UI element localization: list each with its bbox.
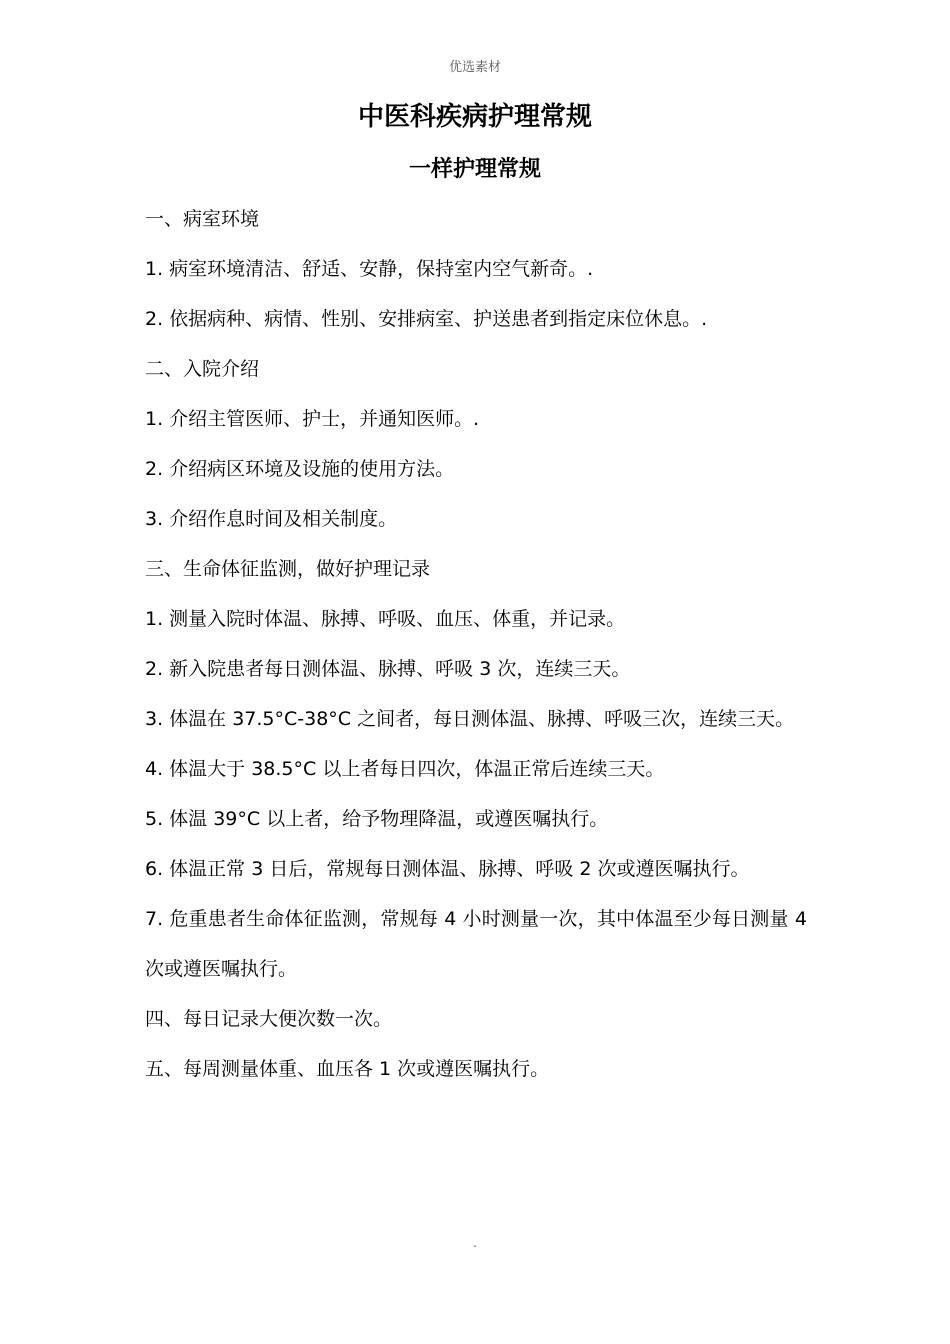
list-item: 6. 体温正常 3 日后，常规每日测体温、脉搏、呼吸 2 次或遵医嘱执行。 — [145, 858, 750, 880]
section-heading-admission: 二、入院介绍 — [145, 358, 260, 380]
page-header: 优选素材 — [448, 60, 501, 75]
page-footer: . — [473, 1236, 477, 1250]
list-item: 5. 体温 39°C 以上者，给予物理降温，或遵医嘱执行。 — [145, 808, 609, 830]
list-item: 2. 介绍病区环境及设施的使用方法。 — [145, 458, 455, 480]
list-item: 2. 依据病种、病情、性别、安排病室、护送患者到指定床位休息。. — [145, 308, 708, 330]
list-item: 4. 体温大于 38.5°C 以上者每日四次，体温正常后连续三天。 — [145, 758, 665, 780]
list-item: 1. 病室环境清洁、舒适、安静，保持室内空气新奇。. — [145, 258, 594, 280]
list-item: 3. 介绍作息时间及相关制度。 — [145, 508, 398, 530]
list-item: 1. 测量入院时体温、脉搏、呼吸、血压、体重，并记录。 — [145, 608, 626, 630]
section-heading-ward-environment: 一、病室环境 — [145, 208, 260, 230]
list-item: 1. 介绍主管医师、护士，并通知医师。. — [145, 408, 480, 430]
section-heading-vital-signs: 三、生命体征监测，做好护理记录 — [145, 558, 431, 580]
document-body — [145, 194, 807, 1094]
list-item: 2. 新入院患者每日测体温、脉搏、呼吸 3 次，连续三天。 — [145, 658, 631, 680]
list-item: 3. 体温在 37.5°C-38°C 之间者，每日测体温、脉搏、呼吸三次，连续三天。 — [145, 708, 795, 730]
document-subtitle: 一样护理常规 — [408, 157, 541, 182]
section-heading-weekly-measure: 五、每周测量体重、血压各 1 次或遵医嘱执行。 — [145, 1058, 550, 1080]
list-item: 7. 危重患者生命体征监测，常规每 4 小时测量一次，其中体温至少每日测量 4 次或遵医嘱执行。 — [145, 908, 807, 980]
section-heading-bowel-record: 四、每日记录大便次数一次。 — [145, 1008, 393, 1030]
document-title: 中医科疾病护理常规 — [357, 102, 592, 132]
